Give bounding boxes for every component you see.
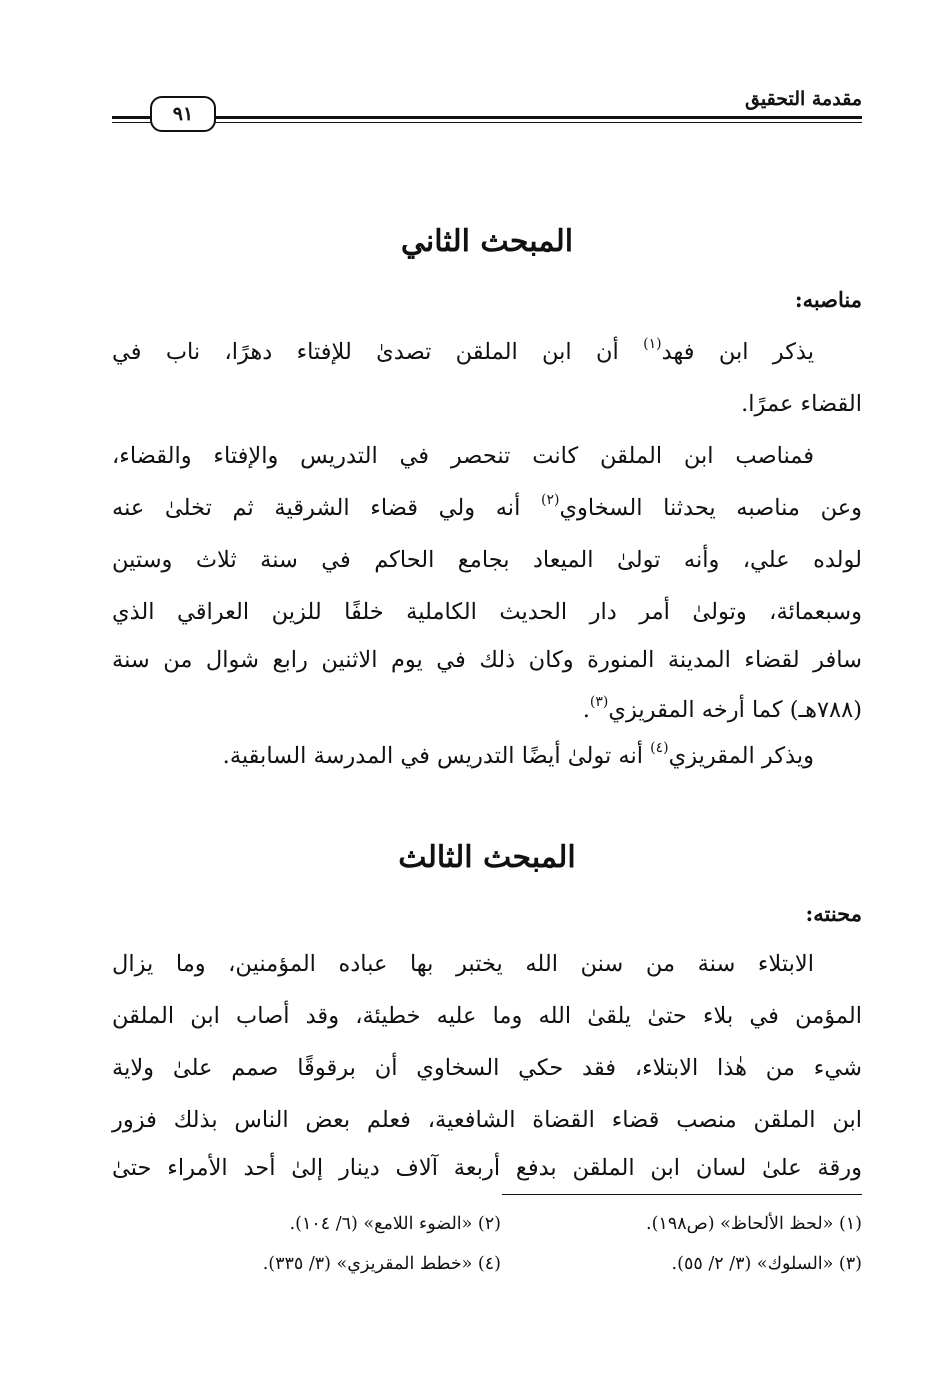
paragraph-line: ورقة علىٰ لسان ابن الملقن بدفع أربعة آلاف دينار إلىٰ أحد الأمراء حتىٰ <box>112 1155 862 1181</box>
text-run: أنه تولىٰ أيضًا التدريس في المدرسة السابقية. <box>222 743 651 769</box>
subheading-positions: مناصبه: <box>794 287 862 312</box>
footnote-ref: (٢) <box>540 491 560 508</box>
paragraph-line: شيء من هٰذا الابتلاء، فقد حكي السخاوي أن برقوقًا صمم علىٰ ولاية <box>112 1055 862 1081</box>
footnote-ref: (٣) <box>589 693 609 710</box>
paragraph-line <box>112 690 862 730</box>
header-rule-thick <box>112 116 862 119</box>
footnote-ref: (٤) <box>650 739 669 756</box>
footnote-item: (١) «لحظ الألحاظ» (ص١٩٨). <box>646 1214 862 1234</box>
footnote-ref: (١) <box>643 335 662 352</box>
subheading-ordeal: محنته: <box>805 901 862 926</box>
footnote-item: (٢) «الضوء اللامع» (٦/ ١٠٤). <box>289 1214 501 1234</box>
page-number: ٩١ <box>150 96 216 132</box>
paragraph-line: فمناصب ابن الملقن كانت تنحصر في التدريس والإفتاء والقضاء، <box>112 443 814 469</box>
text-run: (٧٨٨هـ) كما أرخه المقريزي <box>608 697 862 723</box>
text-run: أن ابن الملقن تصدىٰ للإفتاء دهرًا، ناب في <box>112 339 644 365</box>
section-heading-second: المبحث الثاني <box>400 224 574 259</box>
text-run: ويذكر المقريزي <box>668 743 814 769</box>
paragraph-line: القضاء عمرًا. <box>741 391 862 417</box>
page-header <box>112 82 862 132</box>
paragraph-line <box>112 736 862 776</box>
header-rule-thin <box>112 122 862 123</box>
paragraph-line: وسبعمائة، وتولىٰ أمر دار الحديث الكاملية خلفًا للزين العراقي الذي <box>112 599 862 625</box>
paragraph-line <box>112 488 862 528</box>
running-title: مقدمة التحقيق <box>745 88 862 110</box>
paragraph-line <box>112 332 862 372</box>
text-run: أنه ولي قضاء الشرقية ثم تخلىٰ عنه <box>112 495 541 521</box>
section-heading-third: المبحث الثالث <box>398 840 576 875</box>
text-run: . <box>582 697 590 723</box>
paragraph-line: لولده علي، وأنه تولىٰ الميعاد بجامع الحاكم في سنة ثلاث وستين <box>112 547 862 573</box>
footnote-item: (٤) «خطط المقريزي» (٣/ ٣٣٥). <box>262 1254 501 1274</box>
paragraph-line: المؤمن في بلاء حتىٰ يلقىٰ الله وما عليه خطيئة، وقد أصاب ابن الملقن <box>112 1003 862 1029</box>
paragraph-line: الابتلاء سنة من سنن الله يختبر بها عباده المؤمنين، وما يزال <box>112 951 814 977</box>
text-run: يذكر ابن فهد <box>661 339 814 365</box>
text-run: وعن مناصبه يحدثنا السخاوي <box>559 495 862 521</box>
footnote-separator <box>502 1194 862 1195</box>
paragraph-line: سافر لقضاء المدينة المنورة وكان ذلك في يوم الاثنين رابع شوال من سنة <box>112 647 862 673</box>
footnote-item: (٣) «السلوك» (٣/ ٢/ ٥٥). <box>671 1254 862 1274</box>
paragraph-line: ابن الملقن منصب قضاء القضاة الشافعية، فعلم بعض الناس بذلك فزور <box>112 1107 862 1133</box>
